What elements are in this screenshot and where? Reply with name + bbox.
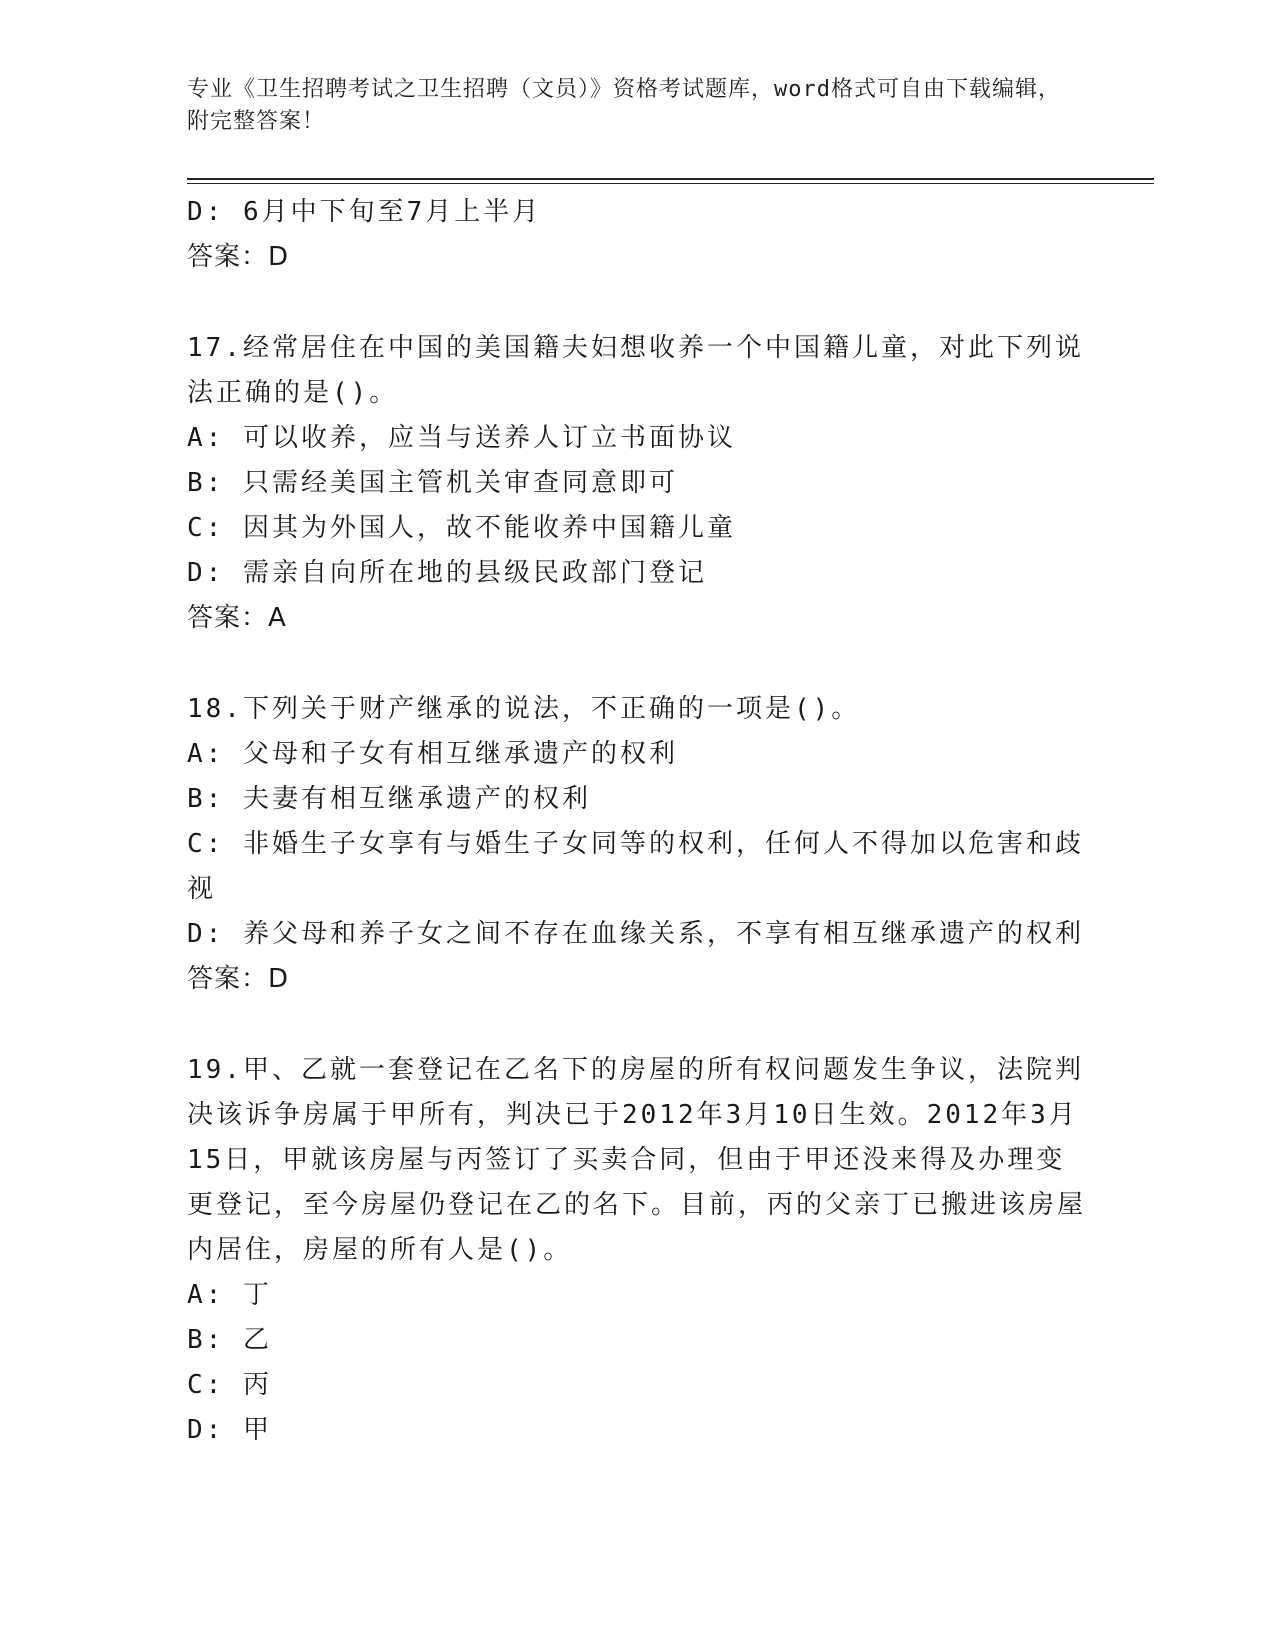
option-a: A: 丁 bbox=[187, 1280, 272, 1310]
question-stem: 17.经常居住在中国的美国籍夫妇想收养一个中国籍儿童，对此下列说法正确的是()。 bbox=[187, 333, 1084, 408]
header-divider-thick bbox=[187, 178, 1154, 180]
option-d: D: 6月中下旬至7月上半月 bbox=[187, 197, 542, 227]
question-19 bbox=[187, 1048, 1087, 1453]
option-b: B: 只需经美国主管机关审查同意即可 bbox=[187, 468, 678, 498]
header-divider-thin bbox=[187, 183, 1154, 184]
previous-question-tail bbox=[187, 190, 1087, 280]
option-d: D: 甲 bbox=[187, 1415, 272, 1445]
option-c: C: 丙 bbox=[187, 1370, 272, 1400]
option-b: B: 夫妻有相互继承遗产的权利 bbox=[187, 784, 591, 814]
question-18 bbox=[187, 687, 1087, 1002]
page-header: 专业《卫生招聘考试之卫生招聘（文员）》资格考试题库，word格式可自由下载编辑，附完整答案！ bbox=[187, 77, 1061, 134]
answer-line: 答案：D bbox=[187, 242, 290, 272]
option-b: B: 乙 bbox=[187, 1325, 272, 1355]
question-stem: 18.下列关于财产继承的说法，不正确的一项是()。 bbox=[187, 694, 861, 724]
option-d: D: 养父母和养子女之间不存在血缘关系，不享有相互继承遗产的权利 bbox=[187, 919, 1084, 949]
option-d: D: 需亲自向所在地的县级民政部门登记 bbox=[187, 558, 707, 588]
option-c: C: 因其为外国人，故不能收养中国籍儿童 bbox=[187, 513, 736, 543]
question-stem: 19.甲、乙就一套登记在乙名下的房屋的所有权问题发生争议，法院判决该诉争房属于甲所有，判决已于2012年3月10日生效。2012年3月15日，甲就该房屋与丙签订了买卖合同，但由于甲还没来得及办理变更登记，至今房屋仍登记在乙的名下。目前，丙的父亲丁已搬进该房屋内居住，房屋的所有人是()。 bbox=[187, 1055, 1087, 1265]
document-body bbox=[187, 190, 1087, 1453]
question-17 bbox=[187, 326, 1087, 641]
option-a: A: 父母和子女有相互继承遗产的权利 bbox=[187, 739, 678, 769]
option-c: C: 非婚生子女享有与婚生子女同等的权利，任何人不得加以危害和歧视 bbox=[187, 829, 1084, 904]
option-a: A: 可以收养，应当与送养人订立书面协议 bbox=[187, 423, 736, 453]
answer-line: 答案：A bbox=[187, 603, 287, 633]
answer-line: 答案：D bbox=[187, 964, 290, 994]
